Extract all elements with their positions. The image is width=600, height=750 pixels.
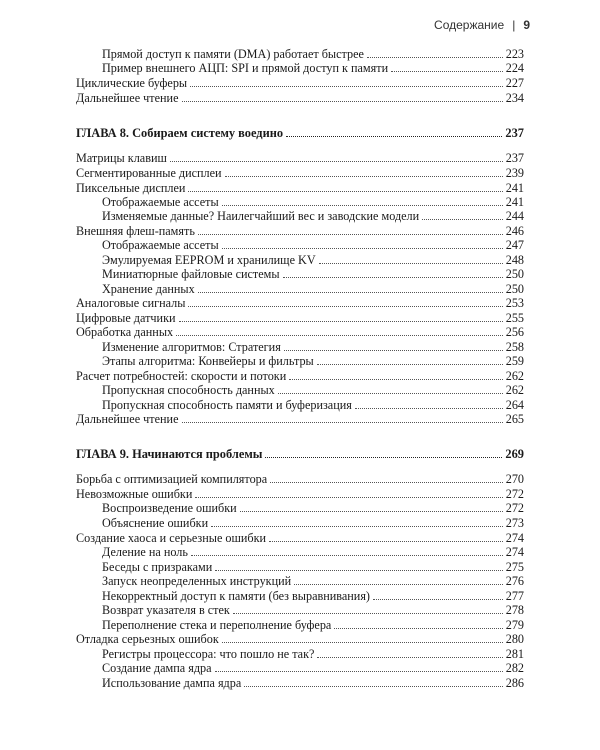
dot-leader xyxy=(294,584,503,585)
toc-entry-title: Внешняя флеш-память xyxy=(76,224,195,238)
dot-leader xyxy=(188,306,502,307)
toc-entry xyxy=(76,501,524,515)
toc-entry xyxy=(76,487,524,501)
toc-entry-page: 269 xyxy=(505,447,524,461)
toc-entry xyxy=(76,181,524,195)
toc-entry-title: Дальнейшее чтение xyxy=(76,412,179,426)
dot-leader xyxy=(373,599,503,600)
toc-entry xyxy=(76,340,524,354)
toc-entry-page: 286 xyxy=(505,676,524,690)
dot-leader xyxy=(367,57,503,58)
dot-leader xyxy=(284,350,503,351)
toc-entry xyxy=(76,253,524,267)
dot-leader xyxy=(225,176,503,177)
dot-leader xyxy=(317,364,503,365)
toc-entry-title: Миниатюрные файловые системы xyxy=(102,267,280,281)
toc-entry-page: 258 xyxy=(505,340,524,354)
toc-entry xyxy=(76,224,524,238)
toc-entry-page: 259 xyxy=(505,354,524,368)
toc-entry-title: Пропускная способность памяти и буферизация xyxy=(102,398,352,412)
toc-entry xyxy=(76,545,524,559)
toc-entry-page: 274 xyxy=(505,545,524,559)
toc-entry xyxy=(76,47,524,61)
toc-entry xyxy=(76,166,524,180)
dot-leader xyxy=(198,234,503,235)
dot-leader xyxy=(265,457,502,458)
toc-chapter-entry xyxy=(76,126,524,140)
toc-entry-title: Регистры процессора: что пошло не так? xyxy=(102,647,315,661)
toc-entry-page: 250 xyxy=(505,267,524,281)
dot-leader xyxy=(319,263,503,264)
toc-entry xyxy=(76,661,524,675)
toc-entry-page: 244 xyxy=(505,209,524,223)
toc-entry xyxy=(76,195,524,209)
toc-entry-page: 234 xyxy=(505,91,524,105)
toc-entry-title: Циклические буферы xyxy=(76,76,188,90)
dot-leader xyxy=(244,686,502,687)
dot-leader xyxy=(215,570,502,571)
toc-entry-page: 279 xyxy=(505,618,524,632)
toc-entry-title: Пиксельные дисплеи xyxy=(76,181,186,195)
toc-entry-title: Обработка данных xyxy=(76,325,174,339)
dot-leader xyxy=(270,482,503,483)
dot-leader xyxy=(286,136,502,137)
dot-leader xyxy=(355,408,503,409)
toc-entry-page: 248 xyxy=(505,253,524,267)
toc-entry-page: 273 xyxy=(505,516,524,530)
toc-entry-page: 237 xyxy=(505,126,524,140)
dot-leader xyxy=(334,628,502,629)
toc-entry-page: 276 xyxy=(505,574,524,588)
dot-leader xyxy=(233,613,503,614)
toc-entry-title: Пример внешнего АЦП: SPI и прямой доступ к памяти xyxy=(102,61,389,75)
toc-entry-page: 264 xyxy=(505,398,524,412)
toc-entry xyxy=(76,618,524,632)
dot-leader xyxy=(391,71,503,72)
toc-entry-title: Беседы с призраками xyxy=(102,560,213,574)
toc-entry-title: Борьба с оптимизацией компилятора xyxy=(76,472,268,486)
toc-entry-title: Расчет потребностей: скорости и потоки xyxy=(76,369,287,383)
toc-entry xyxy=(76,603,524,617)
toc-entry xyxy=(76,61,524,75)
toc-entry-title: Матрицы клавиш xyxy=(76,151,167,165)
toc-entry xyxy=(76,354,524,368)
dot-leader xyxy=(182,422,503,423)
toc-entry xyxy=(76,282,524,296)
toc-entry-page: 262 xyxy=(505,383,524,397)
toc-entry xyxy=(76,632,524,646)
toc-entry-page: 274 xyxy=(505,531,524,545)
toc-entry xyxy=(76,267,524,281)
dot-leader xyxy=(190,86,503,87)
toc-entry xyxy=(76,531,524,545)
dot-leader xyxy=(179,321,503,322)
toc-entry-title: Воспроизведение ошибки xyxy=(102,501,237,515)
toc-entry xyxy=(76,647,524,661)
dot-leader xyxy=(198,292,503,293)
toc-entry xyxy=(76,383,524,397)
dot-leader xyxy=(176,335,503,336)
toc-entry-title: Хранение данных xyxy=(102,282,195,296)
dot-leader xyxy=(191,555,503,556)
toc-entry-page: 224 xyxy=(505,61,524,75)
dot-leader xyxy=(182,101,503,102)
toc-entry-title: Использование дампа ядра xyxy=(102,676,242,690)
toc-entry-page: 253 xyxy=(505,296,524,310)
dot-leader xyxy=(222,205,503,206)
toc-entry-page: 241 xyxy=(505,181,524,195)
toc-entry-page: 272 xyxy=(505,501,524,515)
toc-entry xyxy=(76,91,524,105)
toc-entry-title: Некорректный доступ к памяти (без выравнивания) xyxy=(102,589,370,603)
dot-leader xyxy=(215,671,503,672)
toc-entry-title: Эмулируемая EEPROM и хранилище KV xyxy=(102,253,316,267)
toc-entry-page: 277 xyxy=(505,589,524,603)
toc-entry-title: Деление на ноль xyxy=(102,545,188,559)
toc-entry xyxy=(76,369,524,383)
toc-entry-page: 270 xyxy=(505,472,524,486)
toc-entry xyxy=(76,472,524,486)
toc-entry xyxy=(76,398,524,412)
toc-entry-page: 256 xyxy=(505,325,524,339)
toc-entry-page: 246 xyxy=(505,224,524,238)
toc-entry xyxy=(76,676,524,690)
toc-entry-title: ГЛАВА 9. Начинаются проблемы xyxy=(76,447,263,461)
toc-entry xyxy=(76,296,524,310)
toc-entry-title: Дальнейшее чтение xyxy=(76,91,179,105)
toc-entry-title: Пропускная способность данных xyxy=(102,383,275,397)
toc-entry xyxy=(76,238,524,252)
toc-entry-page: 239 xyxy=(505,166,524,180)
toc-entry xyxy=(76,412,524,426)
toc-entry-title: Отображаемые ассеты xyxy=(102,195,219,209)
toc-entry-page: 250 xyxy=(505,282,524,296)
header-page-number: 9 xyxy=(523,18,530,32)
toc-entry-page: 237 xyxy=(505,151,524,165)
toc-entry xyxy=(76,151,524,165)
toc-entry-title: Создание дампа ядра xyxy=(102,661,212,675)
toc-chapter-entry xyxy=(76,447,524,461)
dot-leader xyxy=(269,541,503,542)
toc-entry xyxy=(76,560,524,574)
dot-leader xyxy=(422,219,503,220)
toc-entry xyxy=(76,574,524,588)
toc-entry xyxy=(76,76,524,90)
dot-leader xyxy=(170,161,503,162)
toc-entry-title: Сегментированные дисплеи xyxy=(76,166,222,180)
toc-entry-title: Изменение алгоритмов: Стратегия xyxy=(102,340,281,354)
toc-entry-title: Этапы алгоритма: Конвейеры и фильтры xyxy=(102,354,314,368)
header-title: Содержание xyxy=(434,18,505,32)
toc-entry-page: 262 xyxy=(505,369,524,383)
toc-entry-title: Объяснение ошибки xyxy=(102,516,209,530)
toc-entry-title: Переполнение стека и переполнение буфера xyxy=(102,618,332,632)
toc-entry-title: ГЛАВА 8. Собираем систему воедино xyxy=(76,126,284,140)
toc-entry xyxy=(76,311,524,325)
dot-leader xyxy=(188,191,502,192)
toc-entry-page: 227 xyxy=(505,76,524,90)
dot-leader xyxy=(222,642,503,643)
toc-entry xyxy=(76,325,524,339)
dot-leader xyxy=(240,511,503,512)
toc-entry-title: Отображаемые ассеты xyxy=(102,238,219,252)
toc-entry xyxy=(76,516,524,530)
toc-entry-page: 280 xyxy=(505,632,524,646)
toc-entry-page: 272 xyxy=(505,487,524,501)
dot-leader xyxy=(317,657,502,658)
toc-entry-page: 281 xyxy=(505,647,524,661)
dot-leader xyxy=(195,497,502,498)
toc-entry-title: Создание хаоса и серьезные ошибки xyxy=(76,531,267,545)
toc-entry-page: 223 xyxy=(505,47,524,61)
toc-entry-title: Цифровые датчики xyxy=(76,311,176,325)
toc-entry-title: Возврат указателя в стек xyxy=(102,603,230,617)
dot-leader xyxy=(211,526,503,527)
toc-entry-page: 278 xyxy=(505,603,524,617)
header-separator: | xyxy=(512,18,516,32)
toc-entry-title: Изменяемые данные? Наилегчайший вес и заводские модели xyxy=(102,209,420,223)
toc-entry-title: Отладка серьезных ошибок xyxy=(76,632,219,646)
running-header xyxy=(434,18,530,32)
toc-entry-title: Аналоговые сигналы xyxy=(76,296,186,310)
toc-entry xyxy=(76,589,524,603)
toc-entry-page: 282 xyxy=(505,661,524,675)
toc-entry-title: Невозможные ошибки xyxy=(76,487,193,501)
toc-entry-page: 247 xyxy=(505,238,524,252)
dot-leader xyxy=(283,277,503,278)
toc-entry-page: 255 xyxy=(505,311,524,325)
dot-leader xyxy=(222,248,503,249)
toc-entry-page: 241 xyxy=(505,195,524,209)
toc-entry xyxy=(76,209,524,223)
dot-leader xyxy=(289,379,502,380)
toc-entry-page: 275 xyxy=(505,560,524,574)
toc-entry-title: Запуск неопределенных инструкций xyxy=(102,574,292,588)
toc-entry-title: Прямой доступ к памяти (DMA) работает быстрее xyxy=(102,47,364,61)
toc-entry-page: 265 xyxy=(505,412,524,426)
dot-leader xyxy=(278,393,503,394)
